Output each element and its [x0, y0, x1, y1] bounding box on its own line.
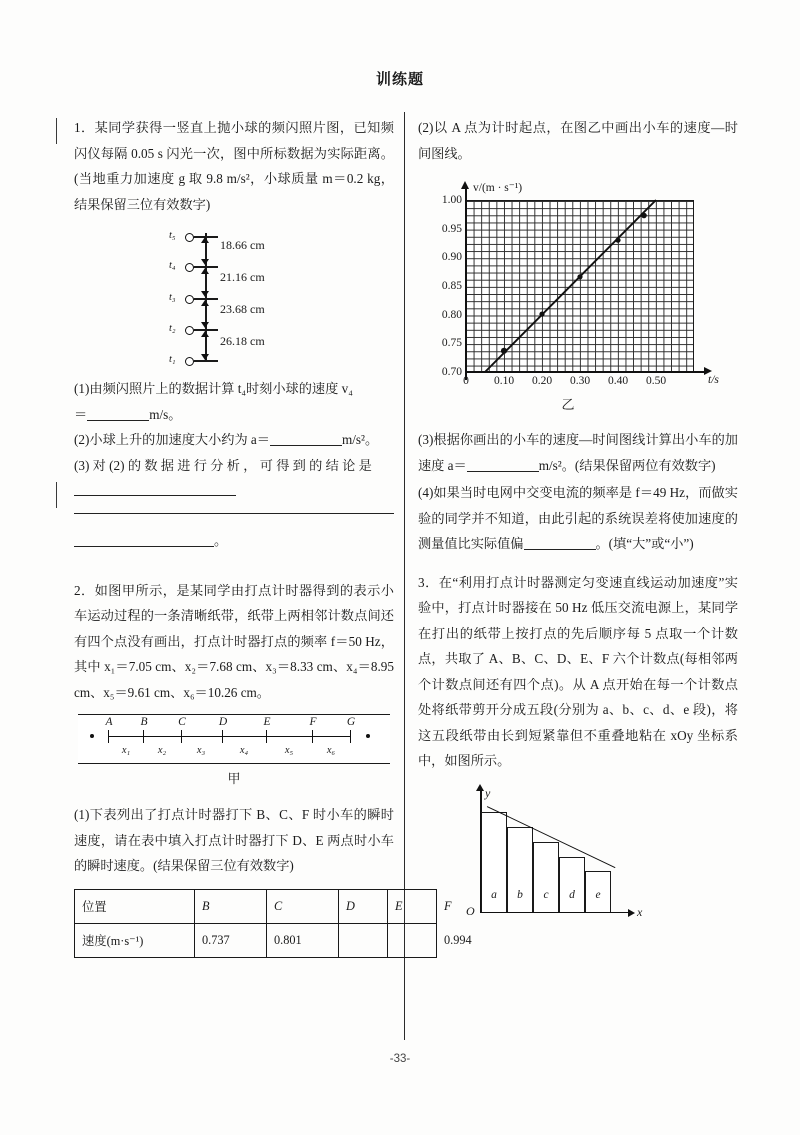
- q2-sub4-text: (4)如果当时电网中交变电流的频率是 f＝49 Hz，而做实验的同学并不知道，由此引起的系统误差将使加速度的测量值比实际值偏: [418, 485, 738, 551]
- strobe-arrow-up-4: [201, 331, 209, 337]
- tape-point-label-B: B: [140, 716, 148, 728]
- vt-graph-xtick-0.10: 0.10: [493, 375, 515, 387]
- vt-data-point-5: [641, 213, 647, 219]
- table-header-position: 位置: [75, 889, 195, 923]
- vt-data-point-4: [615, 238, 620, 243]
- vt-graph-xtick-0.30: 0.30: [569, 375, 591, 387]
- vt-data-point-3: [577, 274, 582, 279]
- table-row-position: 位置 B C D E F: [75, 889, 437, 923]
- vt-graph-xtick-0: 0: [463, 375, 469, 387]
- strobe-photo-figure: [74, 224, 394, 372]
- strobe-time-label-t3: t₃: [169, 292, 176, 303]
- tape-point-label-C: C: [178, 716, 186, 728]
- q2-sub4-answer-blank[interactable]: [524, 536, 596, 550]
- vt-graph-caption: 乙: [561, 397, 575, 412]
- q2-sub4-suffix: 。(填“大”或“小”): [595, 536, 694, 551]
- vt-graph-line-series: [466, 200, 694, 372]
- q1-sub2-text: (2)小球上升的加速度大小约为 a＝: [74, 432, 270, 447]
- q1-sub3: (3) 对 (2) 的 数 据 进 行 分 析 ， 可 得 到 的 结 论 是: [74, 457, 372, 473]
- xoy-x-axis-arrow-icon: [628, 909, 635, 917]
- margin-mark-bottom: [56, 482, 57, 508]
- vt-graph-plot-area: [466, 200, 694, 372]
- vt-graph-figure: [418, 178, 738, 413]
- tape-point-label-D: D: [218, 716, 228, 728]
- strobe-arrow-down-3: [201, 322, 209, 328]
- strobe-ball-t3: [185, 295, 194, 304]
- tape-point-label-F: F: [309, 716, 317, 728]
- q2-sub3: [418, 427, 738, 478]
- strobe-distance-4: 26.18 cm: [220, 334, 265, 348]
- vt-graph-ytick-0.85: 0.85: [441, 280, 462, 292]
- strobe-ball-t5: [185, 233, 194, 242]
- tape-segment-x1: x₁: [121, 745, 131, 756]
- xoy-origin-label: O: [466, 903, 475, 918]
- xoy-x-axis: [480, 912, 630, 914]
- q2-sub1: (1)下表列出了打点计时器打下 B、C、F 时小车的瞬时速度，请在表中填入打点计时器打下 D、E 两点时小车的瞬时速度。(结果保留三位有效数字): [74, 807, 394, 873]
- strobe-ball-t2: [185, 326, 194, 335]
- tape-point-label-E: E: [263, 716, 271, 728]
- strobe-distance-1: 18.66 cm: [220, 238, 265, 252]
- strobe-time-label-t4: t₄: [169, 260, 176, 271]
- strobe-arrow-down-1: [201, 259, 209, 265]
- tape-point-label-A: A: [105, 716, 113, 728]
- q2-sub4: [418, 480, 738, 557]
- q1-sub2: [74, 427, 394, 453]
- tape-figure-caption: 甲: [227, 771, 241, 786]
- table-header-velocity: 速度(m·s⁻¹): [75, 923, 195, 957]
- vt-graph-ytick-0.90: 0.90: [441, 251, 462, 264]
- tape-mark-G: [350, 730, 351, 743]
- q1-sub3-answer-line-2[interactable]: [74, 513, 394, 514]
- tape-mark-F: [312, 730, 313, 743]
- xoy-y-axis-arrow-icon: [476, 784, 484, 791]
- strobe-time-label-t5: t₅: [169, 230, 176, 241]
- page-title: 训练题: [375, 72, 424, 88]
- strobe-distance-2: 21.16 cm: [220, 270, 265, 284]
- q1-stem: 1．某同学获得一竖直上抛小球的频闪照片图，已知频闪仪每隔 0.05 s 闪光一次，图中所标数据为实际距离。(当地重力加速度 g 取 9.8 m/s²，小球质量 m＝0.2 kg，结果保留三位有效数字): [74, 120, 394, 212]
- velocity-table: [74, 889, 472, 958]
- tape-mark-B: [143, 730, 144, 743]
- vt-graph-xtick-0.50: 0.50: [645, 375, 667, 387]
- vt-graph-ytick-0.95: 0.95: [441, 222, 462, 235]
- strobe-tick-t1: [194, 360, 218, 362]
- xoy-bar-label-b: b: [517, 888, 523, 901]
- xoy-y-axis-label: y: [485, 785, 491, 800]
- tape-segment-x2: x₂: [157, 745, 167, 756]
- strobe-time-label-t2: t₂: [169, 323, 176, 334]
- strobe-time-label-t1: t₁: [169, 354, 176, 365]
- tape-figure: [74, 714, 394, 792]
- strobe-distance-3: 23.68 cm: [220, 302, 265, 316]
- xoy-bar-d: [559, 857, 585, 912]
- q2-sub3-unit: m/s²。(结果保留两位有效数字): [538, 457, 716, 473]
- page-number: -33-: [389, 1053, 411, 1065]
- xoy-bar-c: [533, 842, 559, 912]
- xoy-bar-figure: [418, 784, 738, 934]
- strobe-ball-t1: [185, 357, 194, 366]
- vt-graph-y-axis: [465, 188, 467, 380]
- margin-mark-top: [56, 118, 57, 144]
- vt-graph-ytick-0.75: 0.75: [441, 337, 462, 350]
- vt-graph-ytick-1.00: 1.00: [441, 194, 462, 206]
- tape-dot-right: [366, 734, 370, 738]
- q1-sub3-answer-line-1[interactable]: [74, 495, 236, 496]
- q3-stem: 3．在“利用打点计时器测定匀变速直线运动加速度”实验中，打点计时器接在 50 Hz 低压交流电源上，某同学在打出的纸带上按打点的先后顺序每 5 点取一个计数点，共取了 A、B、C、D、E、F 六个计数点(每相邻两个计数点间还有四个点)。从 A 点开始在每一个计数点处将纸带剪开分成五段(分别为 a、b、c、d、e 段)，将这五段纸带由长到短紧靠但不重叠地粘在 xOy 坐标系中，如图所示。: [418, 574, 738, 768]
- tape-mark-C: [181, 730, 182, 743]
- tape-segment-x4: x₄: [239, 745, 249, 756]
- tape-mark-D: [222, 730, 223, 743]
- strobe-arrow-down-4: [201, 354, 209, 360]
- q2-stem: 2．如图甲所示，是某同学由打点计时器得到的表示小车运动过程的一条清晰纸带，纸带上两相邻计数点间还有四个点没有画出，打点计时器打点的频率 f＝50 Hz，其中 x₁＝7.05 cm、x₂＝7.68 cm、x₃＝8.33 cm、x₄＝8.95 cm、x₅＝9.61 cm、x₆＝10.26 cm。: [74, 582, 394, 700]
- strobe-arrow-up-3: [201, 300, 209, 306]
- strobe-arrow-up-2: [201, 268, 209, 274]
- tape-body: [78, 714, 390, 764]
- vt-data-point-1: [501, 348, 507, 354]
- tape-mark-A: [108, 730, 109, 743]
- q1-sub1-equals: ＝: [74, 406, 88, 422]
- table-header-B: B: [195, 889, 267, 923]
- table-cell-velocity-B: 0.737: [195, 923, 267, 957]
- table-row-velocity: 速度(m·s⁻¹) 0.737 0.801 0.994: [75, 923, 437, 957]
- q2-sub3-answer-blank[interactable]: [467, 458, 539, 472]
- q1-sub3-answer-line-3[interactable]: [74, 533, 214, 547]
- strobe-arrow-down-2: [201, 291, 209, 297]
- q1-sub3-period: 。: [214, 533, 228, 548]
- tape-dot-left: [90, 734, 94, 738]
- q1-sub1-unit: m/s。: [149, 406, 182, 422]
- vt-graph-xtick-0.20: 0.20: [531, 375, 553, 387]
- vt-graph-x-axis: [466, 371, 706, 373]
- vt-data-point-2: [539, 312, 544, 317]
- tape-segment-x6: x₆: [326, 745, 336, 756]
- tape-mark-E: [266, 730, 267, 743]
- xoy-bar-label-d: d: [569, 888, 575, 901]
- tape-segment-x5: x₅: [284, 745, 294, 756]
- vt-graph-y-axis-arrow-icon: [461, 181, 469, 189]
- q1-sub2-unit: m/s²。: [341, 432, 379, 447]
- strobe-axis: [205, 233, 207, 361]
- q1-sub1-answer-blank[interactable]: [87, 407, 149, 421]
- table-header-C: C: [267, 889, 339, 923]
- xoy-bar-label-a: a: [491, 888, 497, 901]
- q1-sub1-line2: [74, 402, 394, 428]
- vt-graph-y-axis-title: v/(m · s⁻¹): [473, 182, 523, 194]
- tape-point-label-G: G: [346, 716, 356, 728]
- q2-sub3-text: (3)根据你画出的小车的速度—时间图线计算出小车的加速度 a＝: [418, 432, 738, 473]
- xoy-bar-label-c: c: [543, 888, 549, 901]
- table-cell-velocity-C: 0.801: [267, 923, 339, 957]
- strobe-ball-t4: [185, 263, 194, 272]
- vt-graph-ytick-0.80: 0.80: [441, 308, 462, 321]
- table-header-D: D: [339, 889, 388, 923]
- q1-sub3-answer-line-3-row: [74, 528, 394, 554]
- vt-graph-xtick-0.40: 0.40: [607, 375, 629, 387]
- right-column: [418, 115, 738, 934]
- xoy-x-axis-label: x: [637, 904, 643, 919]
- tape-segment-x3: x₃: [196, 745, 206, 756]
- table-header-E: E: [388, 889, 437, 923]
- q1-sub1-line1: (1)由频闪照片上的数据计算 t₄时刻小球的速度 v₄: [74, 381, 353, 396]
- strobe-arrow-up-1: [201, 237, 209, 243]
- q2-sub2: (2)以 A 点为计时起点，在图乙中画出小车的速度—时间图线。: [418, 120, 738, 161]
- q1-sub2-answer-blank[interactable]: [270, 432, 342, 446]
- table-cell-velocity-D[interactable]: [339, 923, 388, 957]
- xoy-bar-label-e: e: [595, 888, 601, 901]
- vt-graph-ytick-0.70: 0.70: [441, 366, 462, 378]
- vt-graph-x-axis-title: t/s: [708, 374, 719, 386]
